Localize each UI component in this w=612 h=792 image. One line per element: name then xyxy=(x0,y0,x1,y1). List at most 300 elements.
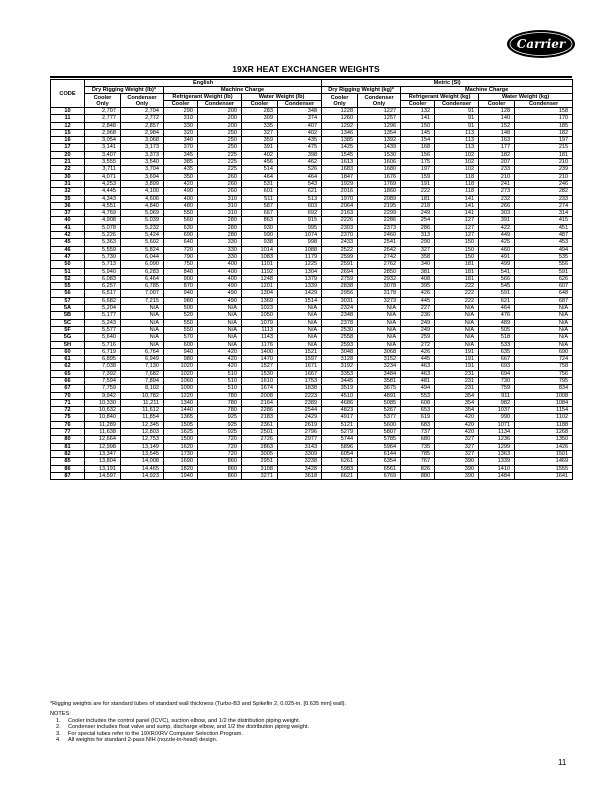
table-cell: 690 xyxy=(164,232,198,239)
header-cooler-only-en: Cooler Only xyxy=(85,94,121,108)
table-cell: 7,215 xyxy=(121,297,164,304)
table-cell: 156 xyxy=(401,151,435,158)
cell-code: 5C xyxy=(51,319,85,326)
table-cell: 1426 xyxy=(515,443,573,450)
header-cooler: Cooler xyxy=(479,101,515,108)
table-cell: 667 xyxy=(242,210,278,217)
table-cell: 3,694 xyxy=(121,173,164,180)
table-cell: 5744 xyxy=(322,436,358,443)
table-cell: 6,283 xyxy=(121,268,164,275)
table-cell: 1192 xyxy=(242,268,278,275)
table-cell: 354 xyxy=(435,407,479,414)
table-cell: 330 xyxy=(198,253,242,260)
table-cell: 1753 xyxy=(278,377,322,384)
table-cell: 860 xyxy=(198,472,242,479)
table-row xyxy=(51,166,573,173)
table-cell: 1527 xyxy=(242,363,278,370)
table-cell: 5983 xyxy=(322,465,358,472)
table-cell: 5,716 xyxy=(85,341,121,348)
table-cell: 11,638 xyxy=(85,429,121,436)
table-cell: 2,777 xyxy=(85,115,121,122)
table-row xyxy=(51,115,573,122)
table-cell: N/A xyxy=(278,326,322,333)
table-cell: 11,612 xyxy=(121,407,164,414)
table-cell: 91 xyxy=(435,108,479,115)
heat-exchanger-weights-table xyxy=(50,79,573,480)
table-cell: 1176 xyxy=(242,341,278,348)
table-cell: 177 xyxy=(479,144,515,151)
table-cell: N/A xyxy=(198,312,242,319)
header-condenser-only-si: Condenser Only xyxy=(358,94,401,108)
table-cell: 2558 xyxy=(322,334,358,341)
table-cell: 2324 xyxy=(322,305,358,312)
table-row xyxy=(51,290,573,297)
table-cell: 5279 xyxy=(322,429,358,436)
table-cell: 2850 xyxy=(358,268,401,275)
table-cell: 3353 xyxy=(322,370,358,377)
table-cell: 5964 xyxy=(358,443,401,450)
table-cell: 6261 xyxy=(322,458,358,465)
note-text: For special tubes refer to the 19XR/XRV Computer Selection Program. xyxy=(68,730,243,737)
table-cell: 415 xyxy=(515,217,573,224)
table-row xyxy=(51,450,573,457)
table-cell: 1350 xyxy=(515,436,573,443)
table-cell: 327 xyxy=(435,436,479,443)
table-cell: 3445 xyxy=(322,377,358,384)
table-cell: 3,899 xyxy=(121,180,164,187)
table-row xyxy=(51,305,573,312)
table-cell: 2226 xyxy=(322,217,358,224)
table-cell: 420 xyxy=(435,414,479,421)
table-cell: 140 xyxy=(479,115,515,122)
table-cell: 863 xyxy=(242,217,278,224)
table-cell: N/A xyxy=(121,319,164,326)
table-cell: 118 xyxy=(435,188,479,195)
table-cell: 1690 xyxy=(164,458,198,465)
table-cell: 222 xyxy=(435,290,479,297)
table-row xyxy=(51,458,573,465)
table-cell: 990 xyxy=(242,232,278,239)
table-cell: 425 xyxy=(479,239,515,246)
note-number: 3. xyxy=(56,730,61,737)
table-row xyxy=(51,217,573,224)
table-cell: N/A xyxy=(198,305,242,312)
table-cell: 607 xyxy=(515,283,573,290)
table-cell: 491 xyxy=(479,253,515,260)
table-cell: 272 xyxy=(401,341,435,348)
table-cell: 1050 xyxy=(242,312,278,319)
table-cell: N/A xyxy=(121,341,164,348)
table-cell: 1084 xyxy=(515,399,573,406)
table-cell: 6354 xyxy=(358,458,401,465)
table-cell: N/A xyxy=(435,334,479,341)
table-row xyxy=(51,275,573,282)
table-cell: N/A xyxy=(435,326,479,333)
header-cooler: Cooler xyxy=(164,101,198,108)
table-cell: 2,984 xyxy=(121,129,164,136)
table-cell: 1363 xyxy=(479,450,515,457)
table-cell: 520 xyxy=(164,312,198,319)
table-row xyxy=(51,261,573,268)
table-cell: 5,940 xyxy=(85,268,121,275)
table-cell: 254 xyxy=(401,217,435,224)
table-cell: N/A xyxy=(121,305,164,312)
table-cell: 481 xyxy=(401,377,435,384)
table-cell: 2286 xyxy=(242,407,278,414)
table-cell: 1113 xyxy=(242,326,278,333)
table-cell: 370 xyxy=(164,144,198,151)
table-cell: 5,177 xyxy=(85,312,121,319)
table-cell: 2016 xyxy=(322,188,358,195)
table-cell: 3,173 xyxy=(121,144,164,151)
table-cell: 358 xyxy=(401,253,435,260)
table-cell: 249 xyxy=(401,210,435,217)
table-cell: 102 xyxy=(435,166,479,173)
cell-code: 40 xyxy=(51,217,85,224)
table-cell: 14,008 xyxy=(121,458,164,465)
table-cell: 720 xyxy=(164,246,198,253)
table-cell: 250 xyxy=(198,137,242,144)
table-cell: 154 xyxy=(401,137,435,144)
table-cell: 4823 xyxy=(322,407,358,414)
table-cell: 127 xyxy=(435,232,479,239)
cell-code: 80 xyxy=(51,436,85,443)
table-row xyxy=(51,159,573,166)
table-cell: 215 xyxy=(515,144,573,151)
table-cell: 1220 xyxy=(164,392,198,399)
table-cell: 1369 xyxy=(242,297,278,304)
table-cell: 426 xyxy=(401,290,435,297)
table-row xyxy=(51,239,573,246)
cell-code: 35 xyxy=(51,195,85,202)
table-cell: 249 xyxy=(401,326,435,333)
table-cell: 6054 xyxy=(322,450,358,457)
table-cell: 3048 xyxy=(322,348,358,355)
cell-code: 66 xyxy=(51,377,85,384)
table-cell: 1179 xyxy=(278,253,322,260)
note-text: Condenser includes float valve and sump, discharge elbow, and 1/2 the distribution piping weight. xyxy=(68,724,309,730)
table-row xyxy=(51,180,573,187)
table-cell: 767 xyxy=(401,458,435,465)
table-cell: 10,330 xyxy=(85,399,121,406)
table-cell: 141 xyxy=(435,195,479,202)
cell-code: 45 xyxy=(51,239,85,246)
table-cell: 7,007 xyxy=(121,290,164,297)
table-cell: 231 xyxy=(435,370,479,377)
table-cell: 13,149 xyxy=(121,443,164,450)
table-cell: 422 xyxy=(479,224,515,231)
table-cell: 6,764 xyxy=(121,348,164,355)
header-refrigerant-en: Refrigerant Weight (lb) xyxy=(164,94,242,101)
table-cell: 570 xyxy=(164,334,198,341)
table-cell: 535 xyxy=(515,253,573,260)
table-cell: 249 xyxy=(401,319,435,326)
cell-code: 32 xyxy=(51,188,85,195)
table-cell: 400 xyxy=(198,275,242,282)
table-cell: 231 xyxy=(435,377,479,384)
table-cell: 118 xyxy=(435,173,479,180)
table-cell: 693 xyxy=(479,363,515,370)
table-cell: 400 xyxy=(198,268,242,275)
table-cell: 314 xyxy=(515,210,573,217)
table-cell: 391 xyxy=(242,144,278,151)
cell-code: 46 xyxy=(51,246,85,253)
table-cell: 191 xyxy=(435,356,479,363)
table-cell: 5,640 xyxy=(85,334,121,341)
table-cell: N/A xyxy=(278,319,322,326)
table-cell: 514 xyxy=(242,166,278,173)
table-cell: N/A xyxy=(198,334,242,341)
cell-code: 17 xyxy=(51,144,85,151)
table-cell: 354 xyxy=(435,392,479,399)
table-cell: 7,894 xyxy=(121,377,164,384)
note-number: 1. xyxy=(56,717,61,724)
table-cell: 350 xyxy=(164,173,198,180)
table-cell: 464 xyxy=(242,173,278,180)
table-cell: 601 xyxy=(242,188,278,195)
table-cell: 4,343 xyxy=(85,195,121,202)
table-cell: N/A xyxy=(198,319,242,326)
table-cell: 2164 xyxy=(242,399,278,406)
table-cell: 2378 xyxy=(322,319,358,326)
table-cell: 200 xyxy=(198,115,242,122)
table-cell: 630 xyxy=(164,224,198,231)
table-cell: 13,347 xyxy=(85,450,121,457)
table-cell: 1079 xyxy=(242,319,278,326)
table-cell: 420 xyxy=(198,363,242,370)
table-cell: 420 xyxy=(198,348,242,355)
table-row xyxy=(51,348,573,355)
table-cell: 1304 xyxy=(278,268,322,275)
table-cell: 1090 xyxy=(164,385,198,392)
table-cell: 310 xyxy=(198,202,242,209)
cell-code: 62 xyxy=(51,363,85,370)
table-cell: 1671 xyxy=(278,363,322,370)
table-cell: N/A xyxy=(358,341,401,348)
table-cell: 3068 xyxy=(358,348,401,355)
table-cell: 2,704 xyxy=(121,108,164,115)
table-cell: 560 xyxy=(164,217,198,224)
table-cell: 191 xyxy=(435,348,479,355)
title-rule xyxy=(50,76,572,78)
cell-code: 65 xyxy=(51,370,85,377)
table-cell: 222 xyxy=(435,283,479,290)
table-cell: N/A xyxy=(515,305,573,312)
table-cell: 553 xyxy=(401,392,435,399)
table-cell: 241 xyxy=(479,180,515,187)
table-cell: 3428 xyxy=(278,465,322,472)
table-cell: 11,211 xyxy=(121,399,164,406)
cell-code: 57 xyxy=(51,297,85,304)
table-cell: 494 xyxy=(515,246,573,253)
table-cell: 7,759 xyxy=(85,385,121,392)
table-cell: 14,465 xyxy=(121,465,164,472)
cell-code: 85 xyxy=(51,458,85,465)
table-cell: 2619 xyxy=(278,421,322,428)
table-cell: 480 xyxy=(164,202,198,209)
table-cell: 5,824 xyxy=(121,246,164,253)
table-cell: 330 xyxy=(164,122,198,129)
table-cell: 692 xyxy=(278,210,322,217)
table-cell: 1083 xyxy=(242,253,278,260)
table-cell: 1102 xyxy=(515,414,573,421)
table-cell: 210 xyxy=(515,159,573,166)
header-condenser: Condenser xyxy=(515,101,573,108)
table-cell: 2183 xyxy=(242,414,278,421)
table-cell: 1555 xyxy=(515,465,573,472)
table-cell: 340 xyxy=(401,261,435,268)
table-cell: 3238 xyxy=(278,458,322,465)
table-cell: 489 xyxy=(479,319,515,326)
table-cell: 1860 xyxy=(358,188,401,195)
table-cell: 1625 xyxy=(164,429,198,436)
table-cell: 510 xyxy=(198,370,242,377)
table-cell: 2977 xyxy=(278,436,322,443)
table-cell: 1154 xyxy=(515,407,573,414)
table-cell: 790 xyxy=(164,253,198,260)
table-cell: 250 xyxy=(198,129,242,136)
table-cell: 7,038 xyxy=(85,363,121,370)
table-cell: 756 xyxy=(515,370,573,377)
cell-code: 15 xyxy=(51,129,85,136)
table-cell: 330 xyxy=(198,239,242,246)
table-cell: 1410 xyxy=(479,465,515,472)
table-cell: 463 xyxy=(401,363,435,370)
table-cell: 1346 xyxy=(322,129,358,136)
table-cell: 1354 xyxy=(358,129,401,136)
table-cell: 449 xyxy=(479,232,515,239)
table-cell: 990 xyxy=(479,414,515,421)
table-cell: 3,540 xyxy=(121,159,164,166)
table-cell: 390 xyxy=(435,465,479,472)
cell-code: 22 xyxy=(51,166,85,173)
table-cell: 5,243 xyxy=(85,319,121,326)
note-text: Cooler includes the control panel (ICVC), suction elbow, and 1/2 the distribution piping weight. xyxy=(68,717,301,724)
cell-code: 86 xyxy=(51,465,85,472)
table-cell: 1970 xyxy=(322,195,358,202)
table-cell: 1641 xyxy=(515,472,573,479)
table-cell: 1236 xyxy=(479,436,515,443)
table-cell: 250 xyxy=(198,144,242,151)
table-cell: 7,682 xyxy=(121,370,164,377)
note-number: 4. xyxy=(56,737,61,743)
table-cell: 475 xyxy=(278,144,322,151)
table-cell: 683 xyxy=(401,421,435,428)
table-cell: 550 xyxy=(164,210,198,217)
table-cell: N/A xyxy=(278,312,322,319)
table-cell: 310 xyxy=(198,210,242,217)
note-text: All weights for standard 2-pass NIH (nozzle-in-head) design. xyxy=(68,737,218,743)
table-cell: 2956 xyxy=(322,290,358,297)
table-cell: 1228 xyxy=(322,108,358,115)
table-cell: 345 xyxy=(164,151,198,158)
table-cell: 1304 xyxy=(242,290,278,297)
table-cell: 2541 xyxy=(358,239,401,246)
table-row xyxy=(51,421,573,428)
table-cell: 1188 xyxy=(515,421,573,428)
table-cell: 464 xyxy=(278,173,322,180)
table-cell: 182 xyxy=(515,129,573,136)
table-cell: 260 xyxy=(198,173,242,180)
table-cell: 464 xyxy=(479,305,515,312)
header-condenser: Condenser xyxy=(435,101,479,108)
table-cell: 6,464 xyxy=(121,275,164,282)
table-cell: 940 xyxy=(164,290,198,297)
table-cell: 1385 xyxy=(322,137,358,144)
table-cell: 259 xyxy=(401,334,435,341)
table-row xyxy=(51,210,573,217)
table-cell: 207 xyxy=(479,159,515,166)
table-cell: 1260 xyxy=(322,115,358,122)
table-cell: 435 xyxy=(278,137,322,144)
table-row xyxy=(51,341,573,348)
table-cell: 340 xyxy=(164,137,198,144)
table-cell: 5121 xyxy=(322,421,358,428)
notes-label: NOTES: xyxy=(50,711,71,717)
table-cell: 320 xyxy=(164,129,198,136)
table-cell: 1023 xyxy=(242,305,278,312)
table-cell: 1101 xyxy=(242,261,278,268)
table-cell: 310 xyxy=(198,195,242,202)
table-cell: 181 xyxy=(435,261,479,268)
table-cell: N/A xyxy=(515,319,573,326)
cell-code: 72 xyxy=(51,407,85,414)
table-cell: 132 xyxy=(401,108,435,115)
table-cell: N/A xyxy=(278,341,322,348)
table-cell: 2932 xyxy=(358,275,401,282)
table-row xyxy=(51,465,573,472)
table-cell: 3675 xyxy=(358,385,401,392)
table-cell: 1613 xyxy=(322,159,358,166)
table-cell: 930 xyxy=(242,224,278,231)
table-cell: 1339 xyxy=(278,283,322,290)
table-cell: 5,730 xyxy=(85,253,121,260)
table-cell: 5085 xyxy=(358,399,401,406)
table-cell: 1299 xyxy=(479,443,515,450)
table-row xyxy=(51,253,573,260)
table-cell: 2501 xyxy=(242,429,278,436)
cell-code: 50 xyxy=(51,261,85,268)
table-cell: 1400 xyxy=(242,348,278,355)
cell-code: 51 xyxy=(51,268,85,275)
table-row xyxy=(51,326,573,333)
table-cell: 460 xyxy=(479,246,515,253)
table-cell: 510 xyxy=(198,385,242,392)
table-cell: 3128 xyxy=(322,356,358,363)
table-cell: 2591 xyxy=(322,261,358,268)
table-cell: 1530 xyxy=(242,370,278,377)
table-cell: N/A xyxy=(515,326,573,333)
table-cell: 720 xyxy=(198,450,242,457)
table-cell: 724 xyxy=(515,356,573,363)
table-cell: 197 xyxy=(401,166,435,173)
table-cell: 2951 xyxy=(242,458,278,465)
table-cell: 227 xyxy=(401,305,435,312)
table-cell: 359 xyxy=(242,137,278,144)
table-cell: 280 xyxy=(198,224,242,231)
cell-code: 30 xyxy=(51,173,85,180)
table-cell: 1296 xyxy=(358,122,401,129)
table-cell: 2742 xyxy=(358,253,401,260)
table-cell: 233 xyxy=(479,166,515,173)
cell-code: 56 xyxy=(51,290,85,297)
table-cell: 400 xyxy=(198,261,242,268)
table-cell: 408 xyxy=(401,275,435,282)
table-cell: 2361 xyxy=(242,421,278,428)
table-cell: 150 xyxy=(435,253,479,260)
table-row xyxy=(51,122,573,129)
table-cell: 4,253 xyxy=(85,180,121,187)
